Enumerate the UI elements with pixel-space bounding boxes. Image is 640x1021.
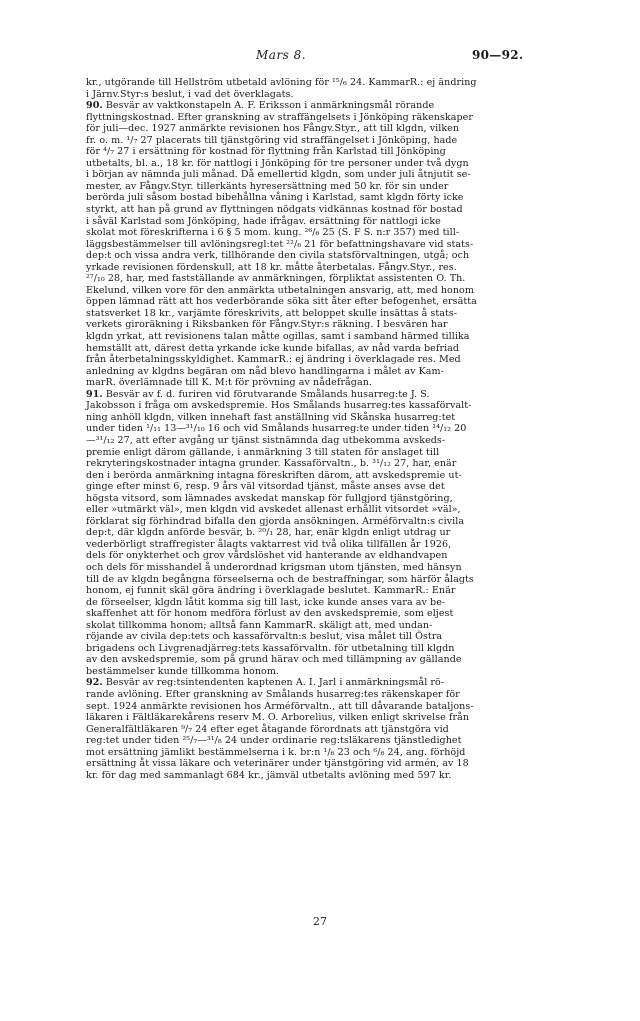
- text-line: flyttningskostnad. Efter granskning av straffängelsets i Jönköping räkenskaper: [86, 111, 473, 123]
- item-number: 92.: [86, 677, 103, 689]
- text-line: kr. för dag med sammanlagt 684 kr., jämväl utbetalts avlöning med 597 kr.: [86, 769, 452, 781]
- text-line: under tiden ¹/₁₁ 13—³¹/₁₀ 16 och vid Smålands husarreg:te under tiden ¹⁴/₁₂ 20: [86, 423, 467, 435]
- text-line: kr., utgörande till Hellström utbetald avlöning för ¹⁵/₆ 24. KammarR.: ej ändring: [86, 77, 477, 88]
- text-line: skaffenhet att för honom medföra förlust av den avskedspremie, som eljest: [86, 608, 454, 620]
- text-line: mot ersättning jämlikt bestämmelserna i k. br:n ¹/₆ 23 och ⁶/₆ 24, ang. förhöjd: [86, 746, 466, 758]
- item-number: 90.: [86, 100, 103, 112]
- page-number: 27: [313, 915, 327, 928]
- text-line: sept. 1924 anmärkte revisionen hos Arméförvaltn., att till dåvarande bataljons-: [86, 700, 474, 712]
- text-line: förklarat sig förhindrad bifalla den gjorda ansökningen. Arméförvaltn:s civila: [86, 515, 465, 527]
- text-line: klgdn yrkat, att revisionens talan måtte ogillas, samt i samband härmed tillika: [86, 331, 470, 343]
- text-line: —³¹/₁₂ 27, att efter avgång ur tjänst sistnämnda dag utbekomma avskeds-: [86, 434, 446, 446]
- text-line: dels för onykterhet och grov vårdslöshet vid hanterande av eldhandvapen: [86, 550, 448, 562]
- text-line: läkaren i Fältläkarekårens reserv M. O. Arborelius, vilken enligt skrivelse från: [86, 712, 470, 724]
- text-line: rekryteringskostnader intagna grunder. Kassaförvaltn., b. ³¹/₁₂ 27, har, enär: [86, 458, 457, 470]
- text-line: verkets giroräkning i Riksbanken för Fångv.Styr:s räkning. I besvären har: [86, 319, 448, 331]
- text-line: hemställt att, därest detta yrkande icke kunde bifallas, av nåd varda befriad: [86, 342, 460, 354]
- text-line: dep:t, där klgdn anförde besvär, b. ²⁰/₁ 28, har, enär klgdn enligt utdrag ur: [86, 527, 451, 539]
- text-line: styrkt, att han på grund av flyttningen nödgats vidkännas kostnad för bostad: [86, 204, 463, 216]
- text-line: 92. Besvär av reg:tsintendenten kaptenen A. I. Jarl i anmärkningsmål rö-: [86, 677, 445, 689]
- text-line: ²⁷/₁₀ 28, har, med fastställande av anmärkningen, förpliktat assistenten O. Th.: [86, 273, 466, 285]
- text-line: vederbörligt straffregister ålagts vaktarrest vid två olika tillfällen år 1926,: [86, 538, 452, 550]
- text-line: högsta vitsord, som lämnades avskedat manskap för fullgjord tjänstgöring,: [86, 492, 453, 504]
- text-line: Generalfältläkaren ⁹/₇ 24 efter eget åtagande förordnats att tjänstgöra vid: [86, 723, 449, 735]
- text-line: rande avlöning. Efter granskning av Smålands husarreg:tes räkenskaper för: [86, 688, 460, 700]
- text-line: 90. Besvär av vaktkonstapeln A. F. Eriksson i anmärkningsmål rörande: [86, 100, 435, 112]
- text-line: reg:tet under tiden ²⁵/₇—³¹/₈ 24 under ordinarie reg:tsläkarens tjänstledighet: [86, 735, 462, 747]
- text-line: utbetalts, bl. a., 18 kr. för nattlogi i Jönköping för tre personer under två dygn: [86, 157, 469, 169]
- text-line: ersättning åt vissa läkare och veterinärer under tjänstgöring vid armén, av 18: [86, 758, 469, 770]
- text-line: ning anhöll klgdn, vilken innehaft fast anställning vid Skånska husarreg:tet: [86, 411, 456, 423]
- text-line: i Järnv.Styr:s beslut, i vad det överklagats.: [86, 88, 294, 100]
- text-line: anledning av klgdns begäran om nåd blevo handlingarna i målet av Kam-: [86, 365, 444, 377]
- text-line: och dels för misshandel å underordnad krigsman utom tjänsten, med hänsyn: [86, 561, 462, 573]
- text-line: premie enligt därom gällande, i anmärkning 3 till staten för anslaget till: [86, 446, 440, 458]
- text-line: läggsbestämmelser till avlöningsregl:tet ²²/₆ 21 för befattningshavare vid stats-: [86, 238, 474, 250]
- text-line: berörda juli såsom bostad bibehållna våning i Karlstad, samt klgdn förty icke: [86, 192, 464, 204]
- running-head: [0, 48, 640, 64]
- text-line: yrkade revisionen fördenskull, att 18 kr. måtte återbetalas. Fångv.Styr., res.: [86, 261, 457, 273]
- text-line: röjande av civila dep:tets och kassaförvaltn:s beslut, visa målet till Östra: [86, 631, 443, 643]
- text-line: ginge efter minst 6, resp. 9 års väl vitsordad tjänst, måste anses avse det: [86, 481, 445, 493]
- item-number: 91.: [86, 388, 103, 400]
- text-line: skolat mot föreskrifterna i 6 § 5 mom. kung. ²⁶/₆ 25 (S. F S. n:r 357) med till-: [86, 227, 460, 239]
- text-line: 91. Besvär av f. d. furiren vid förutvarande Smålands husarreg:te J. S.: [86, 388, 430, 400]
- text-line: öppen lämnad rätt att hos vederbörande söka sitt åter efter befogenhet, ersätta: [86, 296, 477, 308]
- text-line: från återbetalningsskyldighet. KammarR.: ej ändring i överklagade res. Med: [86, 354, 461, 366]
- text-line: i början av nämnda juli månad. Då emellertid klgdn, som under juli åtnjutit se-: [86, 169, 471, 181]
- text-line: fr. o. m. ¹/₇ 27 placerats till tjänstgöring vid straffängelset i Jönköping, hade: [86, 134, 458, 146]
- text-line: för juli—dec. 1927 anmärkte revisionen hos Fångv.Styr., att till klgdn, vilken: [86, 123, 460, 135]
- text-line: statsverket 18 kr., varjämte föreskrivits, att beloppet skulle insättas å stats-: [86, 307, 458, 319]
- text-line: honom, ej funnit skäl göra ändring i överklagade beslutet. KammarR.: Enär: [86, 585, 456, 597]
- running-head-title: Mars 8.: [256, 48, 307, 62]
- text-line: bestämmelser kunde tillkomma honom.: [86, 665, 280, 677]
- text-line: brigadens och Livgrenadjärreg:tets kassaförvaltn. för utbetalning till klgdn: [86, 642, 455, 654]
- text-line: för ⁴/₇ 27 i ersättning för kostnad för flyttning från Karlstad till Jönköping: [86, 146, 446, 158]
- item-range: 90—92.: [472, 48, 524, 62]
- text-line: till de av klgdn begångna förseelserna och de bestraffningar, som härför ålagts: [86, 573, 474, 585]
- text-line: i såväl Karlstad som Jönköping, hade ifrågav. ersättning för nattlogi icke: [86, 215, 441, 227]
- text-line: Ekelund, vilken vore för den anmärkta utbetalningen ansvarig, att, med honom: [86, 284, 474, 296]
- text-line: dep:t och vissa andra verk, tillhörande den civila statsförvaltningen, utgå; och: [86, 250, 470, 262]
- text-line: skolat tillkomma honom; alltså fann KammarR. skäligt att, med undan-: [86, 619, 433, 631]
- text-line: mester, av Fångv.Styr. tillerkänts hyresersättning med 50 kr. för sin under: [86, 180, 449, 192]
- text-line: marR. överlämnade till K. M:t för prövning av nådefrågan.: [86, 377, 372, 389]
- text-line: av den avskedspremie, som på grund härav och med tillämpning av gällande: [86, 654, 462, 666]
- text-line: eller »utmärkt väl», men klgdn vid avskedet allenast erhållit vitsordet »väl»,: [86, 504, 461, 516]
- text-line: den i berörda anmärkning intagna föreskriften därom, att avskedspremie ut-: [86, 469, 462, 481]
- text-line: de förseelser, klgdn låtit komma sig till last, icke kunde anses vara av be-: [86, 596, 446, 608]
- body-text: [86, 77, 538, 781]
- text-line: Jakobsson i fråga om avskedspremie. Hos Smålands husarreg:tes kassaförvalt-: [86, 400, 472, 412]
